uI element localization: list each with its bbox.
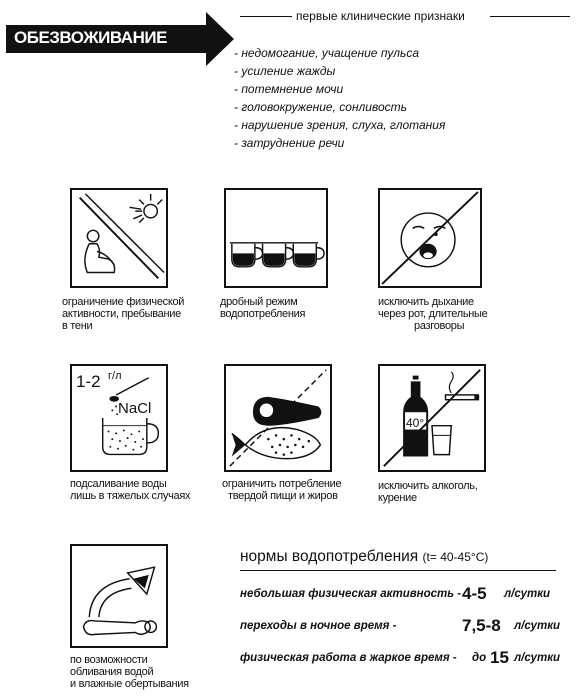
symptom-item: - потемнение мочи: [234, 82, 344, 96]
norm-row-label: небольшая физическая активность -: [240, 588, 462, 600]
norms-divider: [240, 570, 556, 571]
symptom-item: - недомогание, учащение пульса: [234, 46, 420, 60]
symptom-item: - нарушение зрения, слуха, глотания: [234, 118, 446, 132]
salt-amount: 1-2: [76, 372, 101, 391]
symptom-list: [234, 44, 445, 152]
tip-shade-box: [70, 188, 168, 288]
norms-title: нормы водопотребления (t= 40-45°C): [240, 548, 489, 565]
norm-value: 15: [490, 648, 509, 667]
salt-unit: г/л: [108, 370, 122, 382]
divider-right: [490, 16, 570, 17]
symptom-item: - усиление жажды: [234, 64, 336, 78]
tip-caption: исключить алкоголь, курение: [378, 480, 478, 504]
norm-unit: л/сутки: [514, 652, 561, 664]
tip-fractional-box: [224, 188, 328, 288]
alcohol-degree: 40°: [406, 416, 425, 430]
no-solid-food-icon: [226, 366, 330, 470]
cups-icon: [226, 190, 326, 286]
tip-alcohol-box: [378, 364, 486, 472]
signs-title: первые клинические признаки: [296, 9, 465, 23]
norm-row-label: переходы в ночное время -: [240, 620, 397, 632]
tip-caption: исключить дыхание через рот, длительные разговоры: [378, 296, 488, 332]
dousing-icon: [72, 546, 166, 646]
banner-title: ОБЕЗВОЖИВАНИЕ: [14, 28, 167, 47]
norm-unit: л/сутки: [504, 588, 551, 600]
tip-food-box: [224, 364, 332, 472]
divider-left: [240, 16, 292, 17]
symptom-item: - затруднение речи: [234, 136, 345, 150]
norm-prefix: до: [472, 652, 487, 664]
tip-caption: по возможности обливания водой и влажные обертывания: [70, 654, 189, 690]
sun-person-icon: [72, 190, 166, 286]
norm-value: 7,5-8: [462, 616, 501, 635]
norms-condition: (t= 40-45°C): [422, 550, 489, 564]
norm-value: 4-5: [462, 584, 487, 603]
no-mouth-breathing-icon: [380, 190, 480, 286]
norm-row-label: физическая работа в жаркое время -: [240, 652, 457, 664]
tip-dousing-box: [70, 544, 168, 648]
symptom-item: - головокружение, сонливость: [234, 100, 407, 114]
tip-caption: подсаливание воды лишь в тяжелых случаях: [70, 478, 191, 502]
tip-salt-box: [70, 364, 168, 472]
tip-caption: дробный режим водопотребления: [220, 296, 306, 320]
no-alcohol-smoking-icon: [380, 366, 484, 470]
tip-mouth-box: [378, 188, 482, 288]
tip-caption: ограничение физической активности, пребывание в тени: [62, 296, 185, 332]
salt-formula: NaCl: [118, 400, 152, 417]
norm-unit: л/сутки: [514, 620, 561, 632]
tip-caption: ограничить потребление твердой пищи и жиров: [222, 478, 342, 502]
